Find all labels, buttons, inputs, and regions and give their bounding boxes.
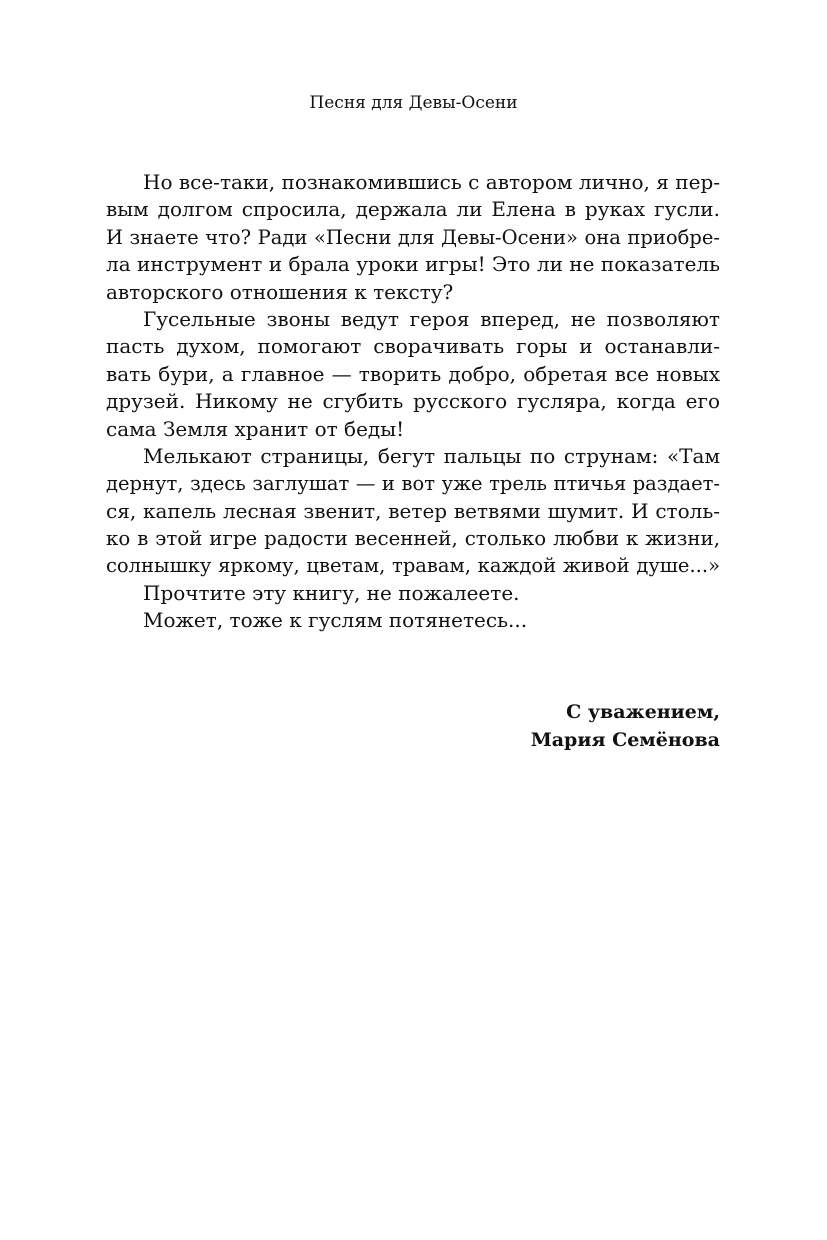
text-line: Прочтите эту книгу, не пожалеете.	[143, 580, 520, 605]
paragraph	[106, 306, 720, 443]
text-line: ко в этой игре радости весенней, столько любви к жизни,	[106, 527, 720, 551]
paragraph	[106, 443, 720, 580]
text-line: авторского отношения к тексту?	[106, 279, 454, 304]
signature-author: Мария Семёнова	[530, 729, 720, 751]
text-line: ся, капель лесная звенит, ветер ветвями шумит. И столь-	[106, 498, 720, 523]
running-title: Песня для Девы-Осени	[309, 93, 518, 113]
text-line: И знаете что? Ради «Песни для Девы-Осени» она приобре-	[106, 225, 720, 249]
text-line: пасть духом, помогают сворачивать горы и останавли-	[106, 334, 720, 359]
text-line: дернут, здесь заглушат — и вот уже трель птичья раздает-	[106, 472, 720, 496]
text-line: вать бури, а главное — творить добро, обретая все новых	[106, 361, 720, 386]
text-line: Гусельные звоны ведут героя вперед, не позволяют	[143, 306, 720, 331]
text-line: Мелькают страницы, бегут пальцы по струнам: «Там	[143, 443, 720, 468]
paragraph	[106, 169, 720, 306]
signature-closing: С уважением,	[566, 701, 720, 723]
paragraph	[106, 607, 720, 634]
text-line: друзей. Никому не сгубить русского гусляра, когда его	[106, 389, 720, 414]
text-line: Но все-таки, познакомившись с автором лично, я пер-	[143, 170, 720, 194]
text-line: сама Земля хранит от беды!	[106, 416, 405, 441]
text-line: ла инструмент и брала уроки игры! Это ли не показатель	[106, 252, 720, 277]
text-line: Может, тоже к гуслям потянетесь...	[143, 608, 528, 633]
text-line: солнышку яркому, цветам, травам, каждой живой душе...»	[106, 554, 720, 578]
text-line: вым долгом спросила, держала ли Елена в руках гусли.	[106, 197, 720, 222]
body-text	[106, 169, 720, 635]
paragraph	[106, 580, 720, 607]
signature	[106, 698, 720, 754]
